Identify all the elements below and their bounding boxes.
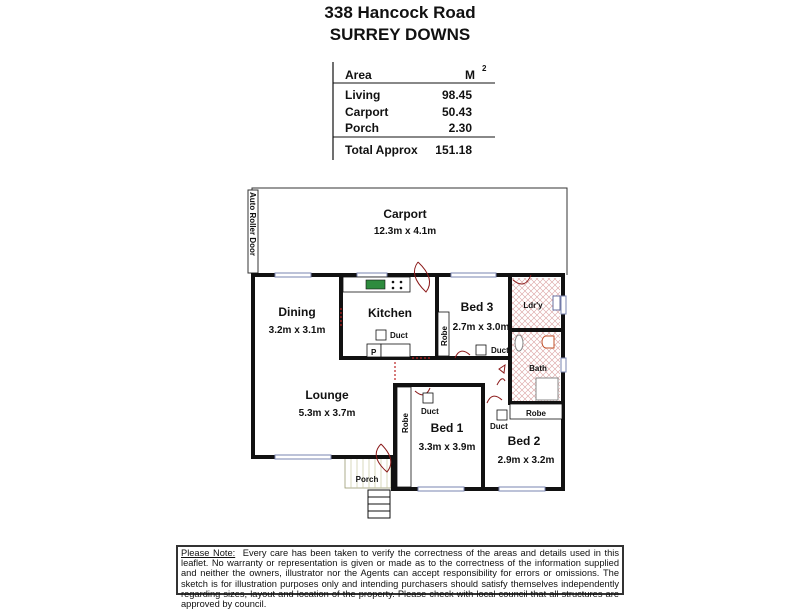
property-address: 338 Hancock Road: [324, 3, 476, 22]
area-row-label: Porch: [345, 121, 380, 135]
steps: [368, 490, 390, 518]
bed1-label: Bed 1: [430, 421, 464, 435]
bed2-duct-label: Duct: [490, 422, 508, 431]
bed3-duct-label: Duct: [491, 346, 509, 355]
lounge-label: Lounge: [305, 388, 349, 402]
bed1-duct-label: Duct: [421, 407, 439, 416]
area-row-label: Carport: [345, 105, 389, 119]
toilet-icon: [542, 336, 554, 348]
laundry-tub-icon: [553, 296, 560, 310]
area-table: [333, 62, 495, 160]
bed1-robe: [397, 387, 411, 487]
bed2-dims: 2.9m x 3.2m: [497, 455, 555, 466]
kitchen-island: [381, 344, 410, 357]
roller-door-label: Auto Roller Door: [248, 192, 257, 256]
bed3-dims: 2.7m x 3.0m: [452, 322, 510, 333]
porch-label: Porch: [355, 475, 379, 484]
bath-label: Bath: [529, 364, 547, 373]
lounge-dims: 5.3m x 3.7m: [298, 408, 356, 419]
bed2-robe-label: Robe: [526, 409, 546, 418]
disclaimer-note: [176, 545, 624, 609]
bed1-robe-label: Robe: [401, 413, 410, 433]
sink-icon: [366, 280, 385, 289]
note-heading: Please Note:: [181, 548, 236, 558]
laundry-label: Ldr'y: [523, 301, 543, 310]
unit-superscript: 2: [482, 64, 487, 73]
pantry-label: P: [371, 348, 377, 357]
area-row-value: 2.30: [448, 121, 472, 135]
carport-dims: 12.3m x 4.1m: [373, 226, 437, 237]
property-suburb: SURREY DOWNS: [329, 25, 471, 44]
kitchen-duct-label: Duct: [390, 331, 408, 340]
shower-icon: [536, 378, 558, 400]
unit-header: M: [465, 68, 475, 82]
note-text: Every care has been taken to verify the correctness of the areas and details used in this leaflet. No warranty or representation is given or made as to the correctness of the information supplied and neither the owners, illustrator nor the Agents can accept responsibility for errors or omissions. The sketch is for illustration purposes only and intending purchasers should satisfy themselves independently regarding sizes, layout and location of the property. Please check with local council that all structures are approved by council.: [181, 548, 619, 609]
carport-label: Carport: [383, 207, 427, 221]
area-row-label: Living: [345, 88, 381, 102]
total-label: Total Approx: [345, 143, 418, 157]
dining-label: Dining: [278, 305, 316, 319]
bed2-label: Bed 2: [507, 434, 541, 448]
dining-dims: 3.2m x 3.1m: [268, 325, 326, 336]
area-header: Area: [345, 68, 372, 82]
kitchen-label: Kitchen: [367, 306, 413, 320]
area-row-value: 98.45: [441, 88, 472, 102]
basin-icon: [515, 335, 523, 351]
bed1-dims: 3.3m x 3.9m: [418, 442, 476, 453]
carport: [248, 188, 567, 275]
area-row-value: 50.43: [441, 105, 472, 119]
bed3-label: Bed 3: [460, 300, 494, 314]
bed3-robe-label: Robe: [440, 326, 449, 346]
total-value: 151.18: [435, 143, 472, 157]
